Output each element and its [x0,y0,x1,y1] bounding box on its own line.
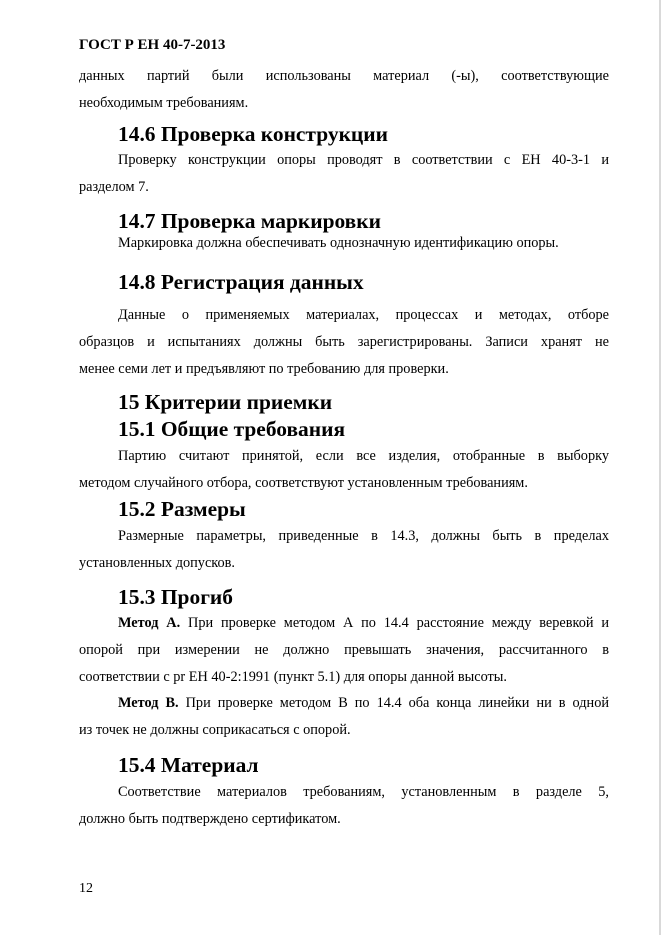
intro-line-1: данных партий были использованы материал (-ы), соответствующие [79,68,609,84]
paragraph-15-4 [79,779,609,833]
heading-15-3: 15.3 Прогиб [118,585,233,609]
heading-14-7: 14.7 Проверка маркировки [118,209,381,233]
method-b-line-1-text: При проверке методом В по 14.4 оба конца линейки ни в одной [185,695,610,711]
paragraph-method-a [79,610,609,691]
paragraph-14-7: Маркировка должна обеспечивать однозначную идентификацию опоры. [118,235,559,251]
method-b-line-2: из точек не должны соприкасаться с опорой. [79,722,351,738]
paragraph-15-2-line-2: установленных допусков. [79,555,235,571]
method-a-line-1 [79,610,609,637]
paragraph-14-6-line-2: разделом 7. [79,179,149,195]
paragraph-14-8-line-2: образцов и испытаниях должны быть зарегистрированы. Записи хранят не [79,334,609,350]
paragraph-15-4-line-1: Соответствие материалов требованиям, установленным в разделе 5, [118,784,609,800]
method-a-line-2: опорой при измерении не должно превышать значения, рассчитанного в [79,642,609,658]
heading-14-8: 14.8 Регистрация данных [118,270,364,294]
paragraph-15-4-line-2: должно быть подтверждено сертификатом. [79,811,341,827]
method-b-line-1 [79,690,609,717]
paragraph-14-6 [79,147,609,201]
paragraph-method-b [79,690,609,744]
method-a-label: Метод А. [118,615,181,631]
heading-15-1: 15.1 Общие требования [118,417,346,441]
method-a-line-1-text: При проверке методом А по 14.4 расстояние между веревкой и [188,615,609,631]
paragraph-14-8-line-3: менее семи лет и предъявляют по требованию для проверки. [79,361,449,377]
document-id: ГОСТ Р ЕН 40-7-2013 [79,37,226,53]
method-a-line-3: соответствии с pr ЕН 40-2:1991 (пункт 5.1) для опоры данной высоты. [79,669,507,685]
paragraph-15-2-line-1: Размерные параметры, приведенные в 14.3, должны быть в пределах [118,528,609,544]
heading-15-2: 15.2 Размеры [118,497,246,521]
method-b-label: Метод В. [118,695,179,711]
intro-line-2: необходимым требованиям. [79,95,249,111]
paragraph-14-8-line-1: Данные о применяемых материалах, процессах и методах, отборе [118,307,609,323]
heading-14-6: 14.6 Проверка конструкции [118,122,388,146]
paragraph-14-8 [79,302,609,383]
heading-15: 15 Критерии приемки [118,390,333,414]
paragraph-14-6-line-1: Проверку конструкции опоры проводят в соответствии с ЕН 40-3-1 и [118,152,609,168]
paragraph-15-1-line-1: Партию считают принятой, если все изделия, отобранные в выборку [118,448,609,464]
page-number: 12 [79,881,93,896]
paragraph-15-2 [79,523,609,577]
paragraph-15-1 [79,443,609,497]
heading-15-4: 15.4 Материал [118,753,259,777]
paragraph-15-1-line-2: методом случайного отбора, соответствуют установленным требованиям. [79,475,528,491]
intro-paragraph [79,63,609,117]
